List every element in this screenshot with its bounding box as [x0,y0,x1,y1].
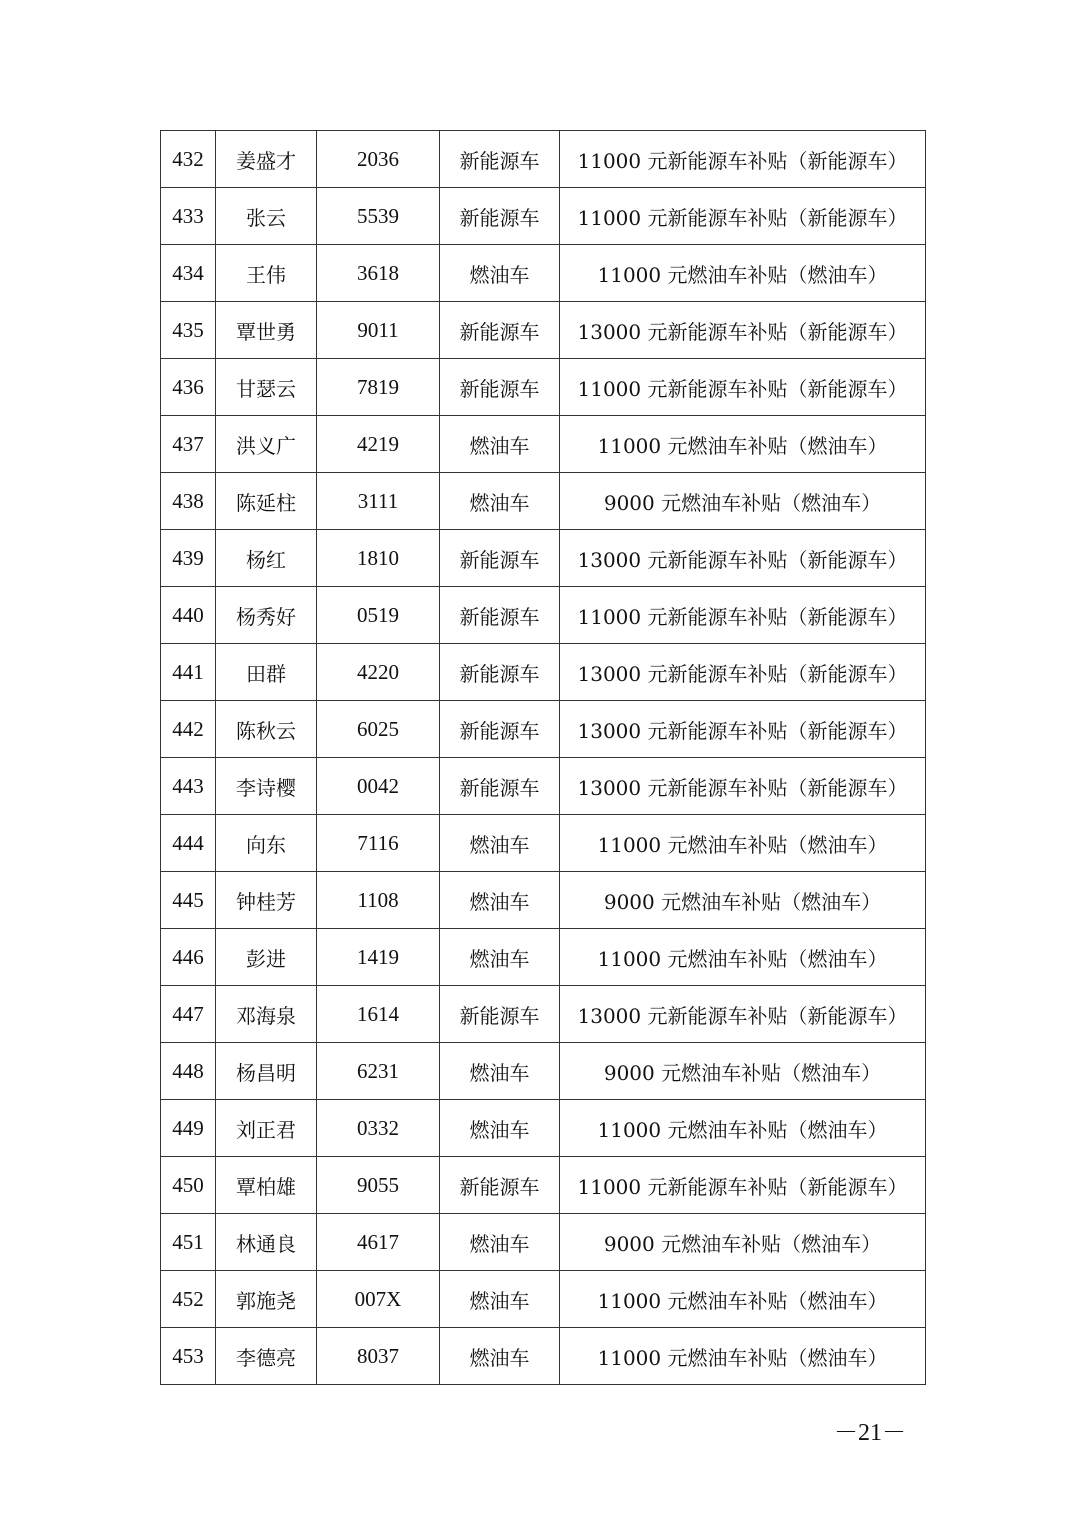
table-row [161,758,926,815]
table-row [161,986,926,1043]
applicant-name: 钟桂芳 [216,872,317,929]
table-row [161,701,926,758]
vehicle-type: 新能源车 [440,701,560,758]
vehicle-type: 燃油车 [440,815,560,872]
row-number: 451 [161,1214,216,1271]
id-tail: 9055 [317,1157,440,1214]
subsidy-detail: 11000 元燃油车补贴（燃油车） [560,1328,926,1385]
applicant-name: 张云 [216,188,317,245]
table-row [161,245,926,302]
row-number: 448 [161,1043,216,1100]
table-row [161,815,926,872]
id-tail: 0042 [317,758,440,815]
applicant-name: 覃柏雄 [216,1157,317,1214]
applicant-name: 杨昌明 [216,1043,317,1100]
vehicle-type: 新能源车 [440,188,560,245]
subsidy-detail: 11000 元燃油车补贴（燃油车） [560,1271,926,1328]
page-number: －21－ [834,1420,906,1446]
row-number: 434 [161,245,216,302]
id-tail: 5539 [317,188,440,245]
applicant-name: 刘正君 [216,1100,317,1157]
id-tail: 4220 [317,644,440,701]
vehicle-type: 燃油车 [440,473,560,530]
table-row [161,530,926,587]
applicant-name: 邓海泉 [216,986,317,1043]
vehicle-type: 燃油车 [440,1328,560,1385]
row-number: 453 [161,1328,216,1385]
applicant-name: 甘瑟云 [216,359,317,416]
row-number: 446 [161,929,216,986]
applicant-name: 陈延柱 [216,473,317,530]
applicant-name: 彭进 [216,929,317,986]
subsidy-detail: 11000 元燃油车补贴（燃油车） [560,815,926,872]
subsidy-detail: 11000 元新能源车补贴（新能源车） [560,131,926,188]
table-row [161,929,926,986]
applicant-name: 陈秋云 [216,701,317,758]
row-number: 447 [161,986,216,1043]
id-tail: 1810 [317,530,440,587]
row-number: 450 [161,1157,216,1214]
subsidy-detail: 11000 元燃油车补贴（燃油车） [560,929,926,986]
id-tail: 3618 [317,245,440,302]
applicant-name: 李德亮 [216,1328,317,1385]
id-tail: 8037 [317,1328,440,1385]
table-row [161,188,926,245]
vehicle-type: 燃油车 [440,1271,560,1328]
row-number: 438 [161,473,216,530]
vehicle-type: 新能源车 [440,1157,560,1214]
applicant-name: 姜盛才 [216,131,317,188]
applicant-name: 覃世勇 [216,302,317,359]
table-row [161,131,926,188]
table-row [161,1328,926,1385]
row-number: 452 [161,1271,216,1328]
subsidy-detail: 11000 元新能源车补贴（新能源车） [560,1157,926,1214]
subsidy-table-body [161,131,926,1385]
vehicle-type: 新能源车 [440,587,560,644]
subsidy-table [160,130,926,1385]
id-tail: 007X [317,1271,440,1328]
id-tail: 1108 [317,872,440,929]
vehicle-type: 燃油车 [440,929,560,986]
row-number: 435 [161,302,216,359]
subsidy-detail: 11000 元新能源车补贴（新能源车） [560,359,926,416]
row-number: 432 [161,131,216,188]
subsidy-detail: 13000 元新能源车补贴（新能源车） [560,302,926,359]
subsidy-detail: 11000 元燃油车补贴（燃油车） [560,245,926,302]
id-tail: 0519 [317,587,440,644]
table-row [161,1100,926,1157]
applicant-name: 向东 [216,815,317,872]
applicant-name: 郭施尧 [216,1271,317,1328]
id-tail: 4219 [317,416,440,473]
row-number: 441 [161,644,216,701]
row-number: 439 [161,530,216,587]
applicant-name: 李诗樱 [216,758,317,815]
vehicle-type: 燃油车 [440,245,560,302]
subsidy-detail: 13000 元新能源车补贴（新能源车） [560,701,926,758]
applicant-name: 王伟 [216,245,317,302]
id-tail: 2036 [317,131,440,188]
table-row [161,1214,926,1271]
id-tail: 9011 [317,302,440,359]
table-row [161,473,926,530]
id-tail: 0332 [317,1100,440,1157]
row-number: 437 [161,416,216,473]
subsidy-detail: 11000 元燃油车补贴（燃油车） [560,1100,926,1157]
vehicle-type: 燃油车 [440,872,560,929]
vehicle-type: 燃油车 [440,1214,560,1271]
table-row [161,1043,926,1100]
id-tail: 7116 [317,815,440,872]
subsidy-detail: 9000 元燃油车补贴（燃油车） [560,1043,926,1100]
subsidy-detail: 9000 元燃油车补贴（燃油车） [560,1214,926,1271]
id-tail: 4617 [317,1214,440,1271]
subsidy-detail: 13000 元新能源车补贴（新能源车） [560,530,926,587]
table-row [161,359,926,416]
table-row [161,1157,926,1214]
vehicle-type: 新能源车 [440,359,560,416]
subsidy-detail: 11000 元新能源车补贴（新能源车） [560,587,926,644]
row-number: 443 [161,758,216,815]
vehicle-type: 燃油车 [440,1100,560,1157]
table-row [161,1271,926,1328]
row-number: 442 [161,701,216,758]
applicant-name: 田群 [216,644,317,701]
applicant-name: 杨秀好 [216,587,317,644]
vehicle-type: 新能源车 [440,644,560,701]
applicant-name: 林通良 [216,1214,317,1271]
subsidy-detail: 9000 元燃油车补贴（燃油车） [560,872,926,929]
table-row [161,644,926,701]
vehicle-type: 新能源车 [440,530,560,587]
applicant-name: 杨红 [216,530,317,587]
row-number: 449 [161,1100,216,1157]
id-tail: 6231 [317,1043,440,1100]
table-row [161,302,926,359]
row-number: 433 [161,188,216,245]
subsidy-detail: 13000 元新能源车补贴（新能源车） [560,644,926,701]
row-number: 440 [161,587,216,644]
vehicle-type: 燃油车 [440,1043,560,1100]
vehicle-type: 新能源车 [440,758,560,815]
id-tail: 3111 [317,473,440,530]
subsidy-detail: 13000 元新能源车补贴（新能源车） [560,758,926,815]
table-row [161,587,926,644]
id-tail: 7819 [317,359,440,416]
row-number: 436 [161,359,216,416]
id-tail: 1614 [317,986,440,1043]
id-tail: 1419 [317,929,440,986]
table-row [161,416,926,473]
subsidy-detail: 13000 元新能源车补贴（新能源车） [560,986,926,1043]
id-tail: 6025 [317,701,440,758]
row-number: 445 [161,872,216,929]
applicant-name: 洪义广 [216,416,317,473]
subsidy-detail: 11000 元新能源车补贴（新能源车） [560,188,926,245]
vehicle-type: 新能源车 [440,986,560,1043]
subsidy-detail: 9000 元燃油车补贴（燃油车） [560,473,926,530]
vehicle-type: 新能源车 [440,302,560,359]
subsidy-detail: 11000 元燃油车补贴（燃油车） [560,416,926,473]
vehicle-type: 新能源车 [440,131,560,188]
row-number: 444 [161,815,216,872]
vehicle-type: 燃油车 [440,416,560,473]
table-row [161,872,926,929]
